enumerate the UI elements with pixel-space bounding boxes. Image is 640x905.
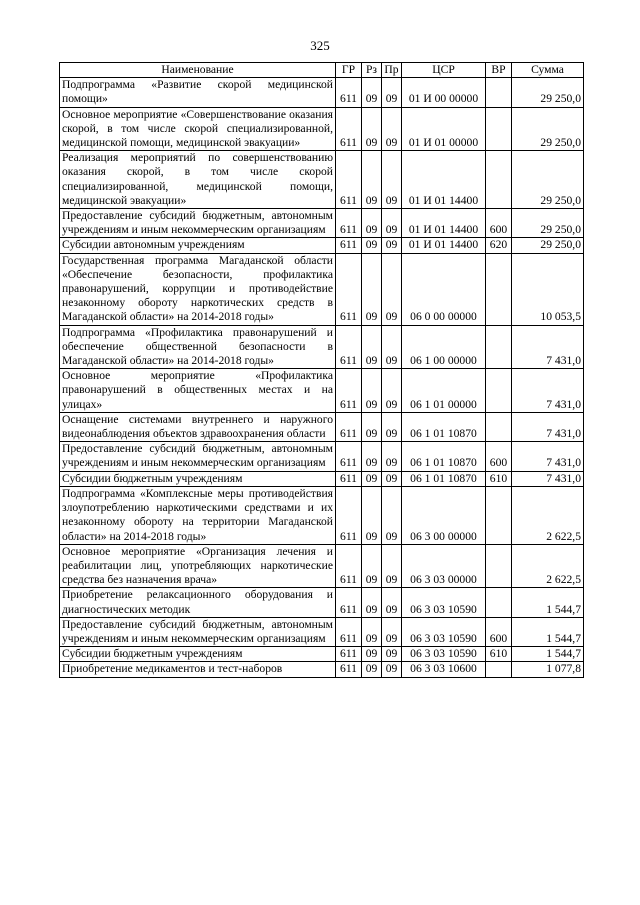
header-rz: Рз <box>362 63 382 78</box>
table-row <box>60 238 584 253</box>
header-sum: Сумма <box>512 63 584 78</box>
cell-sum: 1 544,7 <box>512 617 584 646</box>
cell-csr: 06 1 00 00000 <box>402 325 486 369</box>
cell-vr <box>486 412 512 441</box>
cell-rz: 09 <box>362 151 382 209</box>
cell-name: Приобретение медикаментов и тест-наборов <box>60 662 336 677</box>
cell-csr: 01 И 01 14400 <box>402 209 486 238</box>
cell-sum: 29 250,0 <box>512 209 584 238</box>
table-row <box>60 662 584 677</box>
cell-csr: 06 1 01 10870 <box>402 442 486 471</box>
cell-name: Подпрограмма «Комплексные меры противодействия злоупотреблению наркотическими средствами и их незаконному обороту на территории Магаданской области» на 2014-2018 годы» <box>60 486 336 544</box>
cell-sum: 7 431,0 <box>512 442 584 471</box>
table-row <box>60 412 584 441</box>
cell-sum: 1 544,7 <box>512 647 584 662</box>
cell-name: Предоставление субсидий бюджетным, автономным учреждениям и иным некоммерческим организациям <box>60 617 336 646</box>
cell-rz: 09 <box>362 107 382 151</box>
cell-sum: 10 053,5 <box>512 253 584 325</box>
cell-pr: 09 <box>382 238 402 253</box>
table-row <box>60 544 584 588</box>
cell-pr: 09 <box>382 617 402 646</box>
cell-gr: 611 <box>336 486 362 544</box>
table-row <box>60 253 584 325</box>
cell-rz: 09 <box>362 617 382 646</box>
table-row <box>60 486 584 544</box>
cell-rz: 09 <box>362 369 382 413</box>
cell-name: Подпрограмма «Профилактика правонарушений и обеспечение общественной безопасности в Магаданской области» на 2014-2018 годы» <box>60 325 336 369</box>
header-name: Наименование <box>60 63 336 78</box>
cell-rz: 09 <box>362 412 382 441</box>
cell-gr: 611 <box>336 369 362 413</box>
cell-csr: 06 3 03 10590 <box>402 617 486 646</box>
cell-csr: 01 И 01 14400 <box>402 151 486 209</box>
cell-name: Субсидии бюджетным учреждениям <box>60 471 336 486</box>
cell-csr: 01 И 01 14400 <box>402 238 486 253</box>
cell-pr: 09 <box>382 78 402 107</box>
cell-name: Государственная программа Магаданской области «Обеспечение безопасности, профилактика правонарушений, коррупции и противодействие незаконному обороту наркотических средств в Магаданской области» на 2014-2018 годы» <box>60 253 336 325</box>
cell-rz: 09 <box>362 78 382 107</box>
cell-vr: 600 <box>486 442 512 471</box>
cell-vr <box>486 544 512 588</box>
cell-vr <box>486 253 512 325</box>
header-pr: Пр <box>382 63 402 78</box>
cell-vr: 600 <box>486 209 512 238</box>
cell-sum: 7 431,0 <box>512 412 584 441</box>
cell-pr: 09 <box>382 151 402 209</box>
cell-sum: 29 250,0 <box>512 78 584 107</box>
table-row <box>60 369 584 413</box>
cell-pr: 09 <box>382 369 402 413</box>
cell-vr <box>486 325 512 369</box>
table-row <box>60 107 584 151</box>
cell-name: Предоставление субсидий бюджетным, автономным учреждениям и иным некоммерческим организациям <box>60 209 336 238</box>
cell-pr: 09 <box>382 588 402 617</box>
cell-csr: 06 3 03 10590 <box>402 588 486 617</box>
table-row <box>60 78 584 107</box>
cell-sum: 29 250,0 <box>512 107 584 151</box>
cell-vr <box>486 107 512 151</box>
cell-gr: 611 <box>336 151 362 209</box>
cell-pr: 09 <box>382 412 402 441</box>
cell-vr <box>486 588 512 617</box>
cell-rz: 09 <box>362 544 382 588</box>
cell-rz: 09 <box>362 588 382 617</box>
cell-name: Основное мероприятие «Совершенствование оказания скорой, в том числе скорой специализированной, медицинской помощи, медицинской эвакуации» <box>60 107 336 151</box>
cell-gr: 611 <box>336 253 362 325</box>
header-gr: ГР <box>336 63 362 78</box>
cell-sum: 7 431,0 <box>512 325 584 369</box>
cell-rz: 09 <box>362 209 382 238</box>
cell-gr: 611 <box>336 209 362 238</box>
cell-gr: 611 <box>336 412 362 441</box>
cell-sum: 29 250,0 <box>512 151 584 209</box>
cell-pr: 09 <box>382 442 402 471</box>
cell-csr: 06 3 03 10590 <box>402 647 486 662</box>
cell-pr: 09 <box>382 486 402 544</box>
budget-table <box>59 62 584 678</box>
cell-csr: 06 3 03 00000 <box>402 544 486 588</box>
cell-csr: 06 3 00 00000 <box>402 486 486 544</box>
cell-vr <box>486 151 512 209</box>
table-header <box>60 63 584 78</box>
cell-gr: 611 <box>336 617 362 646</box>
cell-pr: 09 <box>382 209 402 238</box>
cell-vr: 620 <box>486 238 512 253</box>
table-row <box>60 442 584 471</box>
header-row <box>60 63 584 78</box>
table-row <box>60 151 584 209</box>
cell-name: Предоставление субсидий бюджетным, автономным учреждениям и иным некоммерческим организациям <box>60 442 336 471</box>
table-row <box>60 325 584 369</box>
cell-vr <box>486 78 512 107</box>
cell-sum: 1 077,8 <box>512 662 584 677</box>
cell-name: Подпрограмма «Развитие скорой медицинской помощи» <box>60 78 336 107</box>
cell-pr: 09 <box>382 662 402 677</box>
cell-pr: 09 <box>382 544 402 588</box>
cell-name: Основное мероприятие «Организация лечения и реабилитации лиц, употребляющих наркотические средства без назначения врача» <box>60 544 336 588</box>
cell-pr: 09 <box>382 471 402 486</box>
cell-vr: 610 <box>486 471 512 486</box>
cell-sum: 29 250,0 <box>512 238 584 253</box>
cell-rz: 09 <box>362 325 382 369</box>
cell-gr: 611 <box>336 325 362 369</box>
cell-gr: 611 <box>336 588 362 617</box>
cell-sum: 7 431,0 <box>512 369 584 413</box>
cell-csr: 06 1 01 10870 <box>402 412 486 441</box>
header-vr: ВР <box>486 63 512 78</box>
table-row <box>60 209 584 238</box>
page-number: 325 <box>310 38 330 53</box>
cell-name: Реализация мероприятий по совершенствованию оказания скорой, в том числе скорой специализированной, медицинской помощи, медицинской эвакуации» <box>60 151 336 209</box>
cell-gr: 611 <box>336 442 362 471</box>
cell-rz: 09 <box>362 662 382 677</box>
cell-csr: 01 И 01 00000 <box>402 107 486 151</box>
cell-vr: 600 <box>486 617 512 646</box>
cell-gr: 611 <box>336 78 362 107</box>
cell-name: Приобретение релаксационного оборудования и диагностических методик <box>60 588 336 617</box>
cell-gr: 611 <box>336 107 362 151</box>
cell-sum: 2 622,5 <box>512 544 584 588</box>
cell-gr: 611 <box>336 238 362 253</box>
cell-csr: 06 1 01 00000 <box>402 369 486 413</box>
table-row <box>60 471 584 486</box>
cell-pr: 09 <box>382 325 402 369</box>
cell-rz: 09 <box>362 442 382 471</box>
cell-name: Основное мероприятие «Профилактика правонарушений в общественных местах и на улицах» <box>60 369 336 413</box>
table-row <box>60 617 584 646</box>
cell-csr: 01 И 00 00000 <box>402 78 486 107</box>
cell-sum: 2 622,5 <box>512 486 584 544</box>
cell-vr <box>486 486 512 544</box>
table-body <box>60 78 584 677</box>
cell-rz: 09 <box>362 486 382 544</box>
cell-gr: 611 <box>336 647 362 662</box>
header-csr: ЦСР <box>402 63 486 78</box>
cell-vr <box>486 662 512 677</box>
cell-csr: 06 1 01 10870 <box>402 471 486 486</box>
cell-name: Субсидии бюджетным учреждениям <box>60 647 336 662</box>
cell-gr: 611 <box>336 471 362 486</box>
cell-gr: 611 <box>336 544 362 588</box>
cell-rz: 09 <box>362 253 382 325</box>
cell-sum: 7 431,0 <box>512 471 584 486</box>
cell-pr: 09 <box>382 647 402 662</box>
cell-csr: 06 0 00 00000 <box>402 253 486 325</box>
cell-sum: 1 544,7 <box>512 588 584 617</box>
cell-rz: 09 <box>362 471 382 486</box>
cell-gr: 611 <box>336 662 362 677</box>
cell-vr: 610 <box>486 647 512 662</box>
cell-pr: 09 <box>382 253 402 325</box>
table-row <box>60 588 584 617</box>
cell-name: Субсидии автономным учреждениям <box>60 238 336 253</box>
cell-name: Оснащение системами внутреннего и наружного видеонаблюдения объектов здравоохранения области <box>60 412 336 441</box>
cell-rz: 09 <box>362 238 382 253</box>
cell-csr: 06 3 03 10600 <box>402 662 486 677</box>
cell-pr: 09 <box>382 107 402 151</box>
cell-rz: 09 <box>362 647 382 662</box>
table-row <box>60 647 584 662</box>
cell-vr <box>486 369 512 413</box>
